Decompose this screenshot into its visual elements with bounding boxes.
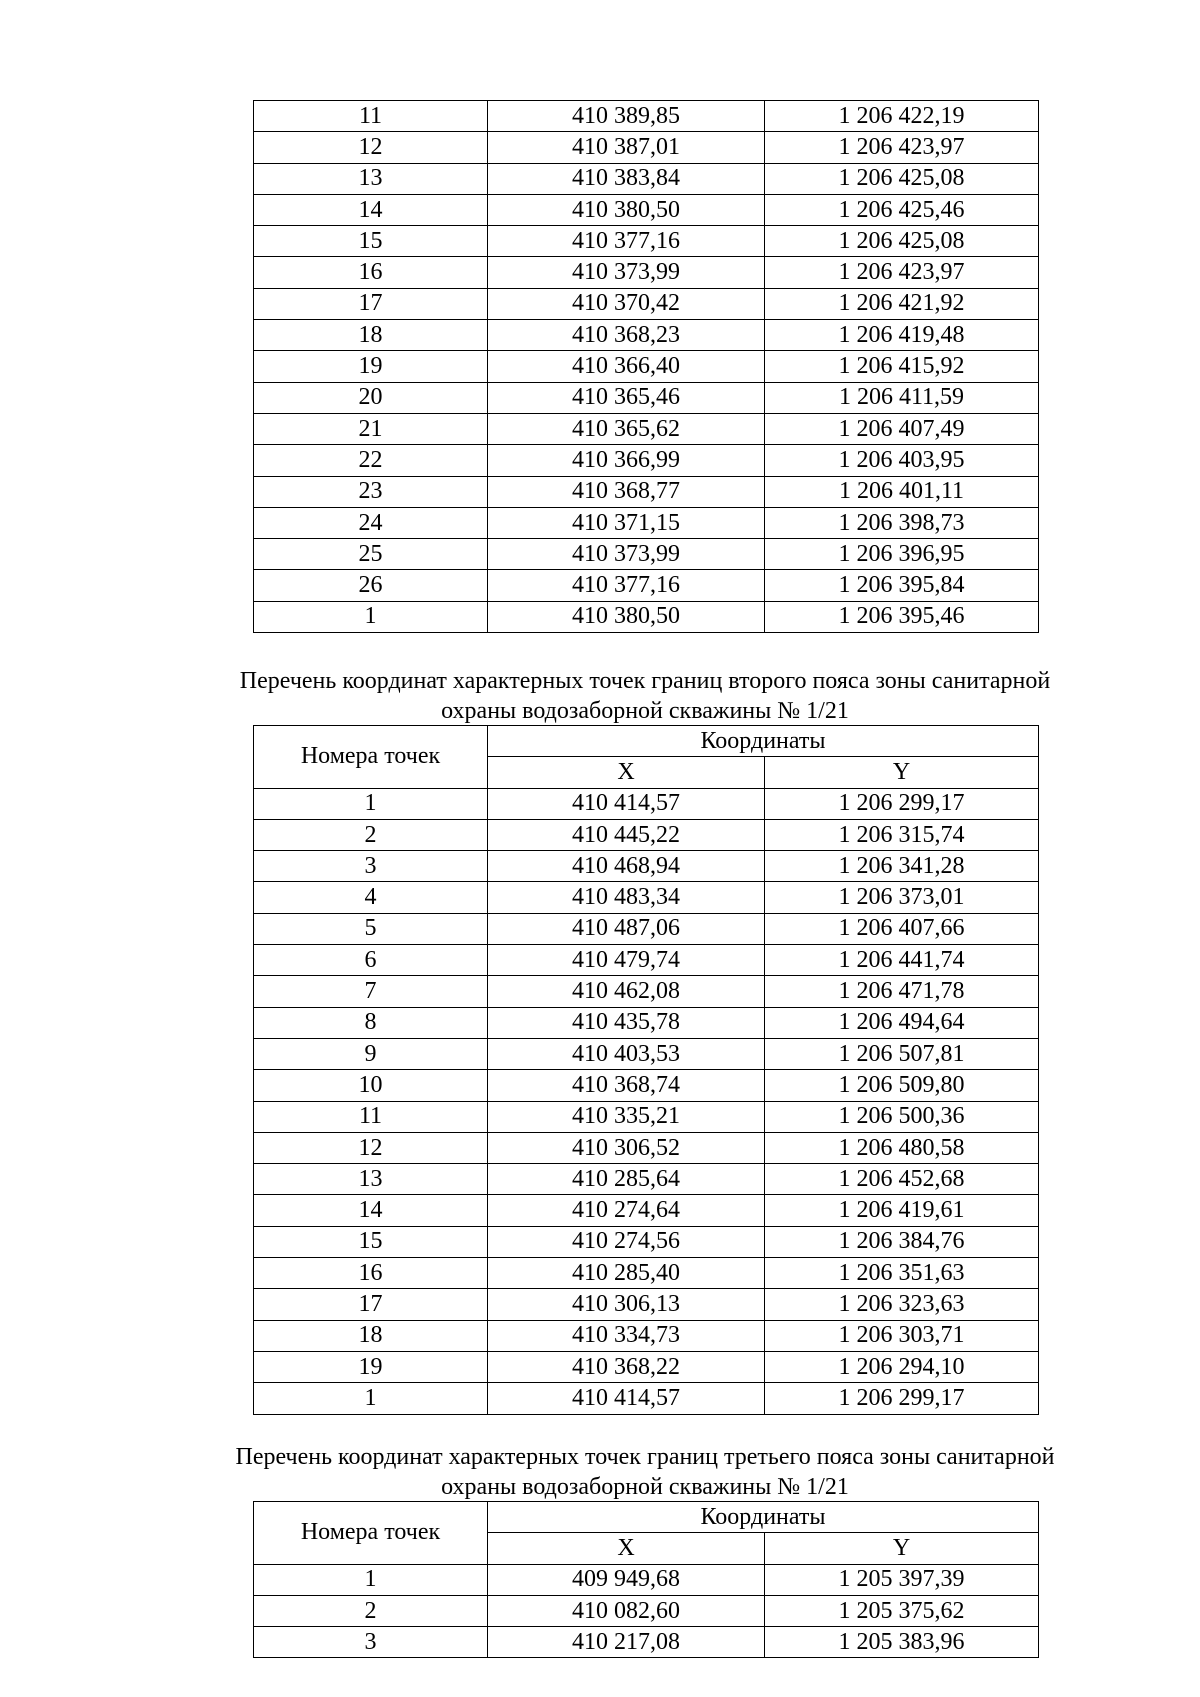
table-row: [254, 601, 1039, 632]
table-row: [254, 1383, 1039, 1414]
cell-y: 1 205 383,96: [765, 1627, 1039, 1658]
cell-point-number: 20: [254, 382, 488, 413]
cell-y: 1 206 401,11: [765, 476, 1039, 507]
cell-y: 1 206 419,61: [765, 1195, 1039, 1226]
table-row: [254, 226, 1039, 257]
cell-y: 1 206 422,19: [765, 101, 1039, 132]
cell-x: 410 483,34: [488, 882, 765, 913]
cell-y: 1 206 407,49: [765, 413, 1039, 444]
header-y: Y: [765, 1533, 1039, 1564]
cell-y: 1 206 425,46: [765, 194, 1039, 225]
cell-x: 410 377,16: [488, 570, 765, 601]
table-row: [254, 1595, 1039, 1626]
table-row: [254, 288, 1039, 319]
cell-y: 1 206 294,10: [765, 1351, 1039, 1382]
cell-point-number: 15: [254, 1226, 488, 1257]
table-row: [254, 1564, 1039, 1595]
table-row: [254, 570, 1039, 601]
cell-y: 1 206 299,17: [765, 1383, 1039, 1414]
cell-point-number: 11: [254, 101, 488, 132]
header-point-numbers: Номера точек: [254, 1502, 488, 1565]
coordinates-table-zone2: [253, 725, 1039, 1415]
cell-y: 1 206 395,84: [765, 570, 1039, 601]
cell-x: 410 445,22: [488, 819, 765, 850]
cell-y: 1 206 421,92: [765, 288, 1039, 319]
cell-point-number: 18: [254, 1320, 488, 1351]
cell-x: 410 306,13: [488, 1289, 765, 1320]
cell-x: 410 334,73: [488, 1320, 765, 1351]
cell-point-number: 18: [254, 320, 488, 351]
cell-y: 1 206 396,95: [765, 539, 1039, 570]
table-row: [254, 1007, 1039, 1038]
cell-point-number: 7: [254, 976, 488, 1007]
cell-point-number: 21: [254, 413, 488, 444]
cell-point-number: 15: [254, 226, 488, 257]
cell-point-number: 11: [254, 1101, 488, 1132]
table-row: [254, 507, 1039, 538]
cell-x: 410 389,85: [488, 101, 765, 132]
table-row: [254, 539, 1039, 570]
cell-point-number: 19: [254, 1351, 488, 1382]
cell-point-number: 16: [254, 257, 488, 288]
table-row: [254, 913, 1039, 944]
cell-x: 410 368,77: [488, 476, 765, 507]
table-body: [254, 101, 1039, 633]
table-row: [254, 1627, 1039, 1658]
cell-x: 410 285,40: [488, 1258, 765, 1289]
cell-x: 410 377,16: [488, 226, 765, 257]
table-row: [254, 163, 1039, 194]
table-row: [254, 476, 1039, 507]
table-row: [254, 1132, 1039, 1163]
table-row: [254, 1101, 1039, 1132]
cell-x: 410 365,46: [488, 382, 765, 413]
table-row: [254, 851, 1039, 882]
table-row: [254, 445, 1039, 476]
cell-x: 410 368,22: [488, 1351, 765, 1382]
cell-y: 1 206 415,92: [765, 351, 1039, 382]
section-caption-zone3: [150, 1442, 1140, 1502]
cell-x: 410 414,57: [488, 1383, 765, 1414]
cell-y: 1 206 398,73: [765, 507, 1039, 538]
cell-point-number: 26: [254, 570, 488, 601]
cell-y: 1 206 452,68: [765, 1164, 1039, 1195]
cell-y: 1 206 341,28: [765, 851, 1039, 882]
cell-y: 1 206 373,01: [765, 882, 1039, 913]
cell-x: 410 335,21: [488, 1101, 765, 1132]
cell-x: 410 371,15: [488, 507, 765, 538]
cell-point-number: 14: [254, 194, 488, 225]
cell-x: 410 462,08: [488, 976, 765, 1007]
table-row: [254, 1258, 1039, 1289]
cell-point-number: 17: [254, 1289, 488, 1320]
cell-point-number: 14: [254, 1195, 488, 1226]
cell-x: 409 949,68: [488, 1564, 765, 1595]
cell-point-number: 12: [254, 1132, 488, 1163]
cell-y: 1 206 315,74: [765, 819, 1039, 850]
table-row: [254, 788, 1039, 819]
cell-y: 1 205 397,39: [765, 1564, 1039, 1595]
table-row: [254, 882, 1039, 913]
cell-x: 410 274,56: [488, 1226, 765, 1257]
header-coordinates: Координаты: [488, 1502, 1039, 1533]
cell-y: 1 206 419,48: [765, 320, 1039, 351]
table-row: [254, 413, 1039, 444]
table-row: [254, 382, 1039, 413]
caption-line: Перечень координат характерных точек границ второго пояса зоны санитарной: [239, 668, 1051, 694]
cell-point-number: 24: [254, 507, 488, 538]
cell-x: 410 365,62: [488, 413, 765, 444]
cell-y: 1 206 507,81: [765, 1038, 1039, 1069]
cell-x: 410 082,60: [488, 1595, 765, 1626]
cell-y: 1 206 423,97: [765, 257, 1039, 288]
cell-y: 1 206 395,46: [765, 601, 1039, 632]
table-row: [254, 1320, 1039, 1351]
cell-y: 1 206 303,71: [765, 1320, 1039, 1351]
cell-point-number: 19: [254, 351, 488, 382]
cell-point-number: 6: [254, 945, 488, 976]
cell-y: 1 206 425,08: [765, 163, 1039, 194]
cell-y: 1 206 423,97: [765, 132, 1039, 163]
cell-point-number: 22: [254, 445, 488, 476]
header-coordinates: Координаты: [488, 726, 1039, 757]
cell-y: 1 206 384,76: [765, 1226, 1039, 1257]
table-row: [254, 351, 1039, 382]
cell-x: 410 274,64: [488, 1195, 765, 1226]
cell-point-number: 16: [254, 1258, 488, 1289]
cell-x: 410 366,99: [488, 445, 765, 476]
caption-line: Перечень координат характерных точек границ третьего пояса зоны санитарной: [235, 1444, 1055, 1470]
cell-point-number: 9: [254, 1038, 488, 1069]
cell-x: 410 306,52: [488, 1132, 765, 1163]
cell-point-number: 25: [254, 539, 488, 570]
cell-y: 1 206 323,63: [765, 1289, 1039, 1320]
cell-point-number: 13: [254, 1164, 488, 1195]
cell-point-number: 3: [254, 1627, 488, 1658]
cell-x: 410 373,99: [488, 539, 765, 570]
cell-x: 410 387,01: [488, 132, 765, 163]
cell-point-number: 4: [254, 882, 488, 913]
header-y: Y: [765, 757, 1039, 788]
cell-x: 410 366,40: [488, 351, 765, 382]
cell-x: 410 285,64: [488, 1164, 765, 1195]
cell-point-number: 1: [254, 601, 488, 632]
table-row: [254, 1070, 1039, 1101]
cell-y: 1 206 471,78: [765, 976, 1039, 1007]
cell-y: 1 206 494,64: [765, 1007, 1039, 1038]
cell-x: 410 373,99: [488, 257, 765, 288]
cell-point-number: 2: [254, 819, 488, 850]
table-row: [254, 257, 1039, 288]
header-x: X: [488, 757, 765, 788]
table-row: [254, 1038, 1039, 1069]
cell-x: 410 383,84: [488, 163, 765, 194]
table-header: [254, 726, 1039, 789]
cell-x: 410 380,50: [488, 194, 765, 225]
cell-point-number: 2: [254, 1595, 488, 1626]
table-row: [254, 1289, 1039, 1320]
cell-y: 1 206 509,80: [765, 1070, 1039, 1101]
coordinates-table-zone3: [253, 1501, 1039, 1658]
cell-x: 410 380,50: [488, 601, 765, 632]
coordinates-table-zone1-continued: [253, 100, 1039, 633]
cell-x: 410 479,74: [488, 945, 765, 976]
cell-point-number: 13: [254, 163, 488, 194]
cell-point-number: 10: [254, 1070, 488, 1101]
caption-line: охраны водозаборной скважины № 1/21: [441, 698, 849, 724]
table-row: [254, 1351, 1039, 1382]
cell-point-number: 1: [254, 1383, 488, 1414]
table-row: [254, 945, 1039, 976]
cell-point-number: 3: [254, 851, 488, 882]
table-row: [254, 1195, 1039, 1226]
cell-x: 410 370,42: [488, 288, 765, 319]
table-header: [254, 1502, 1039, 1565]
cell-x: 410 403,53: [488, 1038, 765, 1069]
table-row: [254, 819, 1039, 850]
cell-point-number: 5: [254, 913, 488, 944]
table-row: [254, 132, 1039, 163]
cell-y: 1 206 500,36: [765, 1101, 1039, 1132]
cell-x: 410 468,94: [488, 851, 765, 882]
cell-y: 1 206 351,63: [765, 1258, 1039, 1289]
section-caption-zone2: [150, 666, 1140, 726]
table-body: [254, 788, 1039, 1414]
table-row: [254, 1164, 1039, 1195]
cell-y: 1 206 425,08: [765, 226, 1039, 257]
cell-point-number: 12: [254, 132, 488, 163]
cell-y: 1 206 441,74: [765, 945, 1039, 976]
table-row: [254, 320, 1039, 351]
cell-point-number: 1: [254, 1564, 488, 1595]
cell-y: 1 205 375,62: [765, 1595, 1039, 1626]
cell-x: 410 414,57: [488, 788, 765, 819]
cell-y: 1 206 407,66: [765, 913, 1039, 944]
cell-y: 1 206 411,59: [765, 382, 1039, 413]
table-row: [254, 1226, 1039, 1257]
cell-point-number: 8: [254, 1007, 488, 1038]
cell-point-number: 23: [254, 476, 488, 507]
table-body: [254, 1564, 1039, 1658]
header-point-numbers: Номера точек: [254, 726, 488, 789]
cell-x: 410 435,78: [488, 1007, 765, 1038]
cell-x: 410 368,23: [488, 320, 765, 351]
cell-y: 1 206 403,95: [765, 445, 1039, 476]
table-row: [254, 101, 1039, 132]
table-row: [254, 194, 1039, 225]
cell-x: 410 368,74: [488, 1070, 765, 1101]
cell-y: 1 206 480,58: [765, 1132, 1039, 1163]
cell-x: 410 217,08: [488, 1627, 765, 1658]
cell-point-number: 1: [254, 788, 488, 819]
caption-line: охраны водозаборной скважины № 1/21: [441, 1474, 849, 1500]
cell-y: 1 206 299,17: [765, 788, 1039, 819]
table-row: [254, 976, 1039, 1007]
header-x: X: [488, 1533, 765, 1564]
cell-x: 410 487,06: [488, 913, 765, 944]
cell-point-number: 17: [254, 288, 488, 319]
